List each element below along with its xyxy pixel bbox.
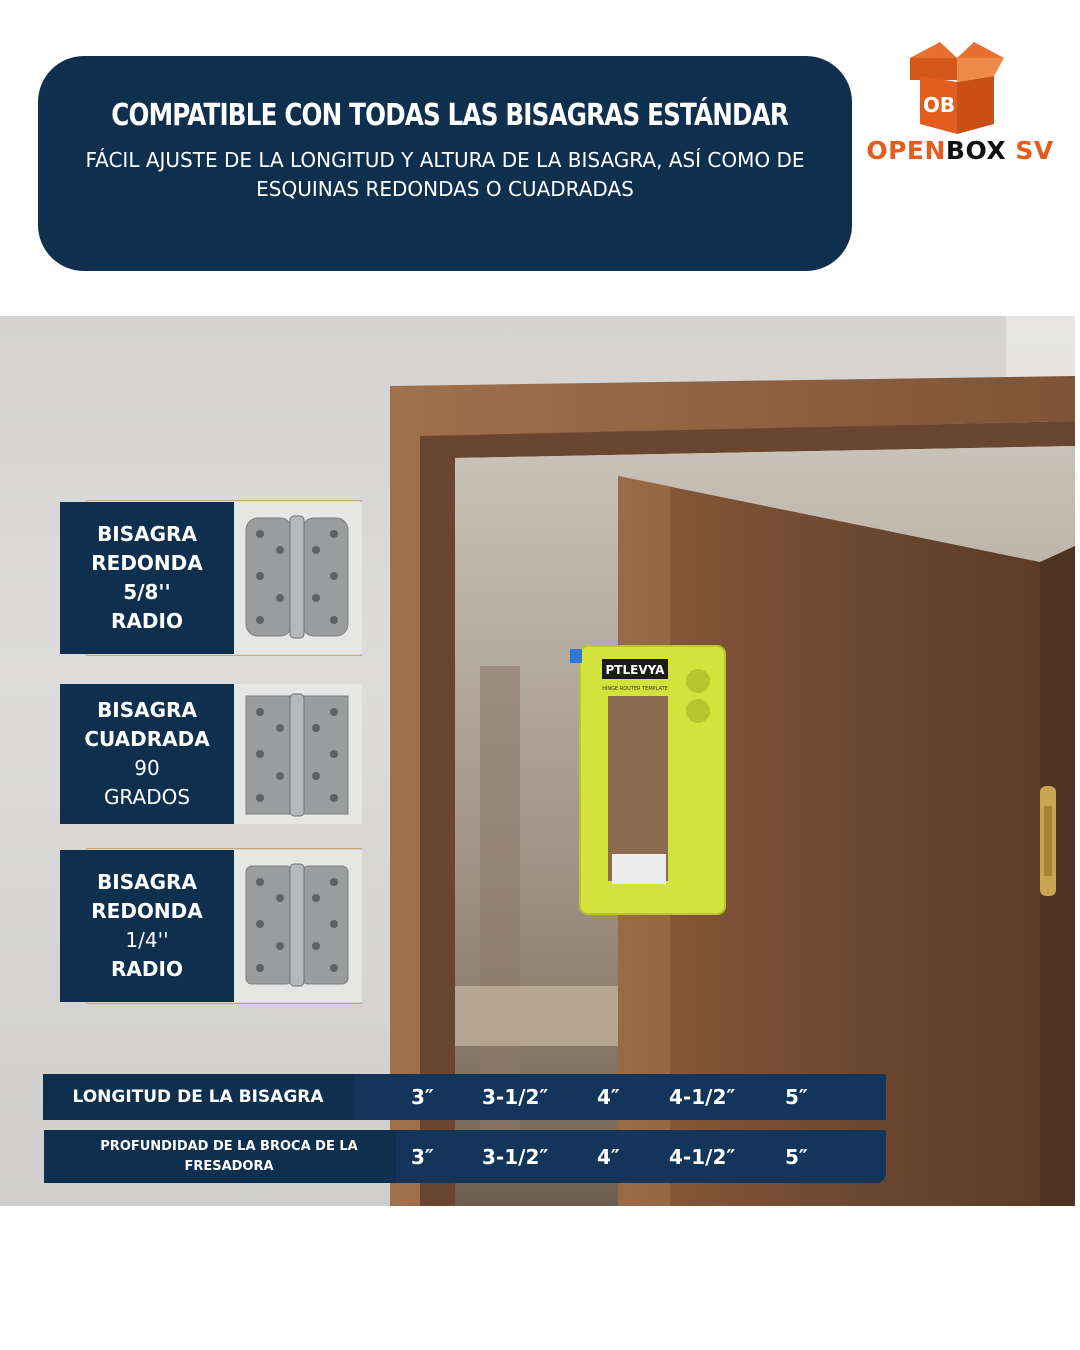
- hinge-card-round-1-4: BISAGRA REDONDA 1/4'' RADIO: [60, 850, 362, 1006]
- subtitle-line-1: FÁCIL AJUSTE DE LA LONGITUD Y ALTURA DE LA BISAGRA, ASÍ COMO DE: [85, 148, 805, 172]
- depth-value-3: 4″: [597, 1144, 620, 1169]
- open-box-icon: [896, 36, 1018, 136]
- round-hinge-small-radius-icon: [244, 862, 350, 988]
- depth-value-4: 4-1/2″: [669, 1144, 736, 1169]
- logo-wordmark: OPENBOX SV: [866, 136, 1054, 165]
- depth-value-1: 3″: [411, 1144, 434, 1169]
- template-brand: PTLEVYA: [605, 663, 665, 677]
- row-label-hinge-length: LONGITUD DE LA BISAGRA: [72, 1087, 324, 1107]
- length-value-3: 4″: [597, 1085, 620, 1109]
- header-banner: [38, 56, 852, 271]
- hinge-card-round-5-8: BISAGRA REDONDA 5/8'' RADIO: [60, 502, 362, 658]
- depth-value-5: 5″: [785, 1144, 808, 1169]
- length-value-1: 3″: [411, 1085, 434, 1109]
- hinge-router-template: [570, 646, 725, 914]
- table-row-router-bit-depth: [44, 1130, 886, 1183]
- length-value-2: 3-1/2″: [482, 1085, 549, 1109]
- logo-monogram: OB: [922, 93, 956, 117]
- depth-value-2: 3-1/2″: [482, 1144, 549, 1169]
- row-label-router-bit-depth: PROFUNDIDAD DE LA BROCA DE LA FRESADORA: [100, 1138, 358, 1174]
- table-row-hinge-length: [43, 1074, 886, 1120]
- round-hinge-icon: [244, 514, 350, 640]
- length-value-4: 4-1/2″: [669, 1085, 736, 1109]
- template-tag: HINGE ROUTER TEMPLATE: [602, 686, 668, 692]
- length-value-5: 5″: [785, 1085, 808, 1109]
- page-subtitle: [78, 146, 812, 204]
- hinge-card-square-90: BISAGRA CUADRADA 90 GRADOS: [60, 684, 362, 840]
- square-hinge-icon: [244, 692, 350, 818]
- subtitle-line-2: ESQUINAS REDONDAS O CUADRADAS: [256, 177, 634, 201]
- openbox-logo: [860, 36, 1060, 176]
- page-title: COMPATIBLE CON TODAS LAS BISAGRAS ESTÁNDAR: [111, 98, 788, 133]
